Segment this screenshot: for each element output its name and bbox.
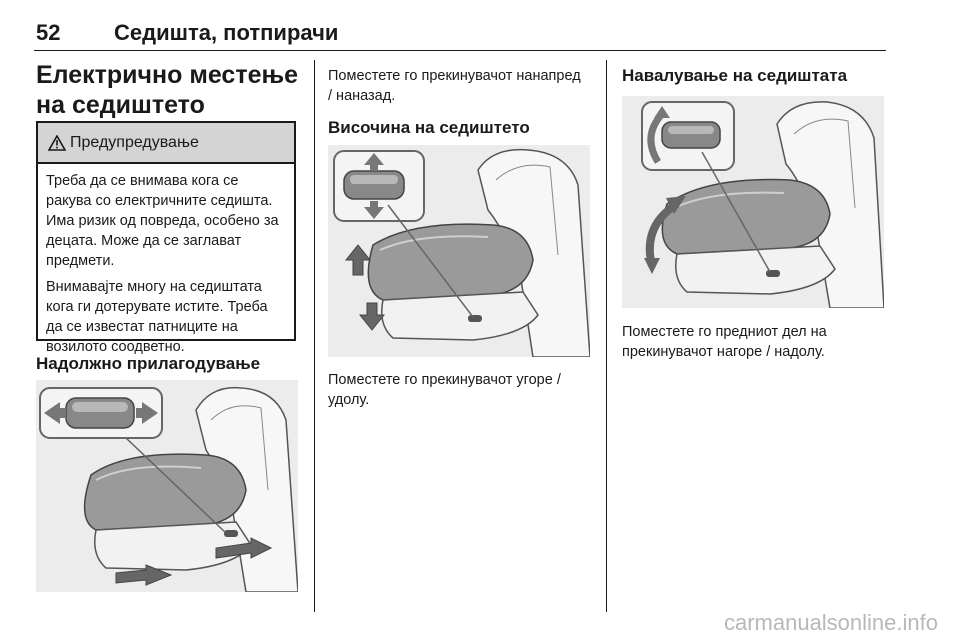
warning-box — [36, 121, 296, 355]
section-title: Електрично местење на седиштето — [36, 61, 299, 119]
header-rule — [34, 50, 886, 51]
height-heading: Височина на седиштето — [328, 118, 530, 137]
column-divider-right — [606, 60, 607, 612]
warning-paragraph-1: Треба да се внимава кога се ракува со електричните седишта. Има ризик од повреда, особено за децата. Може да се заглават предмети. — [46, 173, 279, 269]
seat-longitudinal-illustration — [36, 380, 298, 592]
seat-tilt-illustration — [622, 96, 884, 308]
warning-triangle-icon — [48, 135, 66, 151]
watermark: carmanualsonline.info — [723, 610, 938, 635]
warning-body — [38, 164, 294, 357]
warning-header — [38, 123, 294, 164]
warning-heading: Предупредување — [70, 133, 199, 151]
page-number: 52 — [36, 20, 61, 45]
seat-height-illustration — [328, 145, 590, 357]
longitudinal-instruction: Поместете го прекинувачот нанапред / наназад. — [328, 68, 581, 104]
tilt-instruction: Поместете го предниот дел на прекинувачот нагоре / надолу. — [622, 324, 827, 360]
warning-paragraph-2: Внимавајте многу на седиштата кога ги дотерувате истите. Треба да се известат патниците на возилото соодветно. — [46, 279, 268, 355]
chapter-title: Седишта, потпирачи — [114, 20, 339, 45]
longitudinal-heading: Надолжно прилагодување — [36, 354, 261, 373]
height-instruction: Поместете го прекинувачот угоре / удолу. — [328, 372, 561, 408]
tilt-heading: Навалување на седиштата — [622, 66, 848, 85]
column-divider-left — [314, 60, 315, 612]
